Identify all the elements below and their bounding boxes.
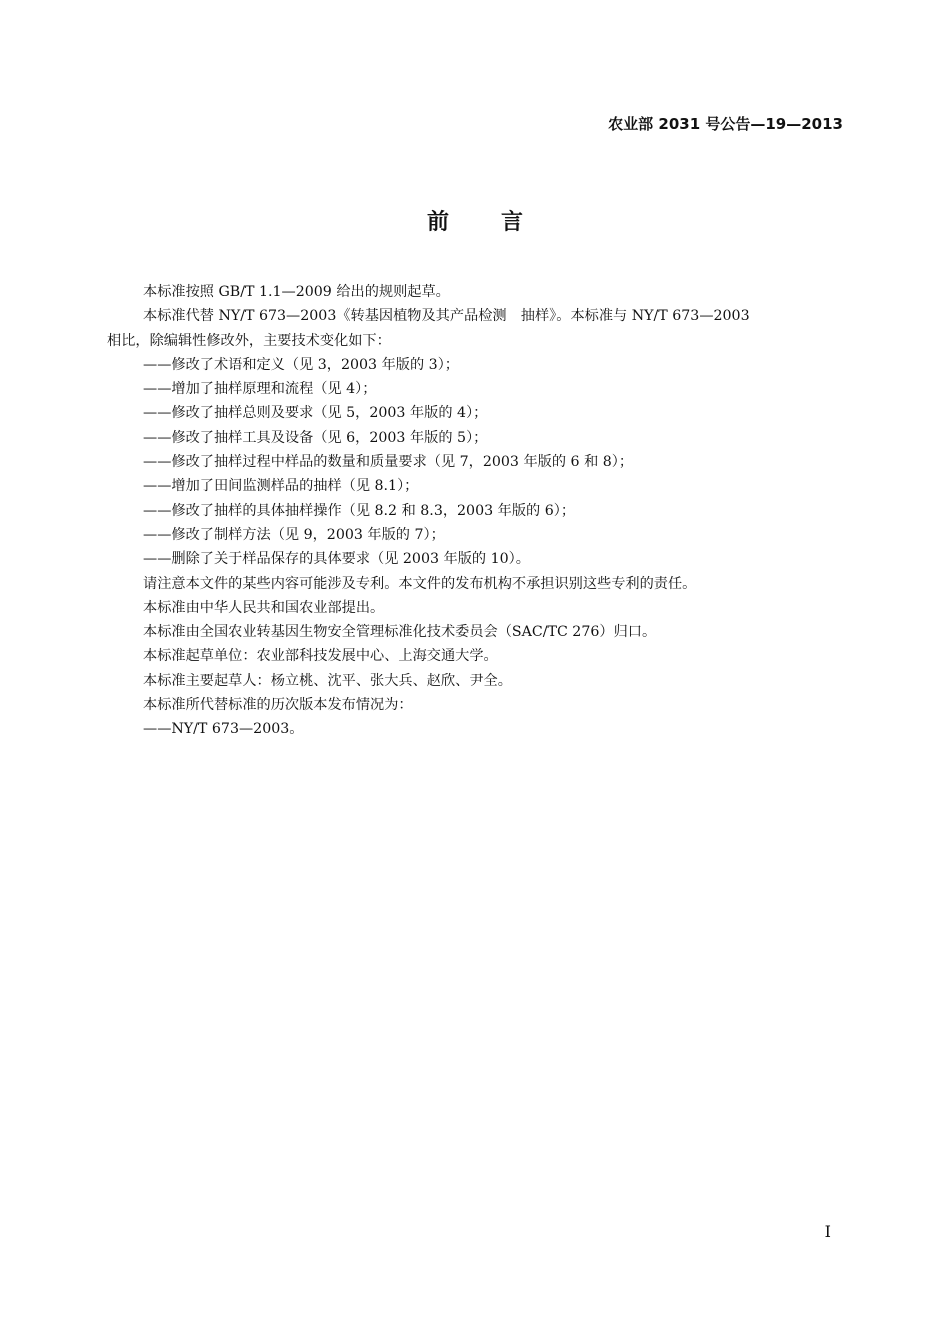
paragraph: 请注意本文件的某些内容可能涉及专利。本文件的发布机构不承担识别这些专利的责任。 [143, 575, 697, 592]
list-item: ——增加了田间监测样品的抽样（见 8.1）； [143, 478, 419, 495]
list-item: ——修改了制样方法（见 9，2003 年版的 7）； [143, 526, 445, 543]
page-number: I [824, 1222, 831, 1241]
paragraph-continuation: 相比，除编辑性修改外，主要技术变化如下： [107, 332, 391, 349]
paragraph: 本标准起草单位：农业部科技发展中心、上海交通大学。 [143, 648, 498, 665]
title-char-1: 前 [426, 210, 449, 235]
paragraph: 本标准由中华人民共和国农业部提出。 [143, 599, 385, 616]
list-item: ——NY/T 673—2003。 [143, 721, 304, 738]
list-item: ——修改了抽样过程中样品的数量和质量要求（见 7，2003 年版的 6 和 8）； [143, 454, 634, 471]
paragraph: 本标准由全国农业转基因生物安全管理标准化技术委员会（SAC/TC 276）归口。 [143, 624, 657, 641]
list-item: ——修改了术语和定义（见 3，2003 年版的 3）； [143, 356, 459, 373]
page-title [0, 205, 950, 236]
paragraph: 本标准按照 GB/T 1.1—2009 给出的规则起草。 [143, 284, 450, 300]
list-item: ——删除了关于样品保存的具体要求（见 2003 年版的 10）。 [143, 551, 530, 568]
list-item: ——修改了抽样的具体抽样操作（见 8.2 和 8.3，2003 年版的 6）； [143, 502, 576, 519]
foreword-body [107, 280, 843, 742]
paragraph: 本标准主要起草人：杨立桃、沈平、张大兵、赵欣、尹全。 [143, 672, 512, 689]
document-code: 农业部 2031 号公告—19—2013 [608, 115, 843, 133]
list-item: ——修改了抽样工具及设备（见 6，2003 年版的 5）； [143, 429, 488, 446]
paragraph: 本标准所代替标准的历次版本发布情况为： [143, 697, 413, 714]
list-item: ——增加了抽样原理和流程（见 4）； [143, 381, 377, 398]
list-item: ——修改了抽样总则及要求（见 5，2003 年版的 4）； [143, 405, 488, 422]
paragraph: 本标准代替 NY/T 673—2003《转基因植物及其产品检测 抽样》。本标准与 NY/T 673—2003 [143, 308, 750, 325]
title-char-2: 言 [501, 210, 524, 235]
